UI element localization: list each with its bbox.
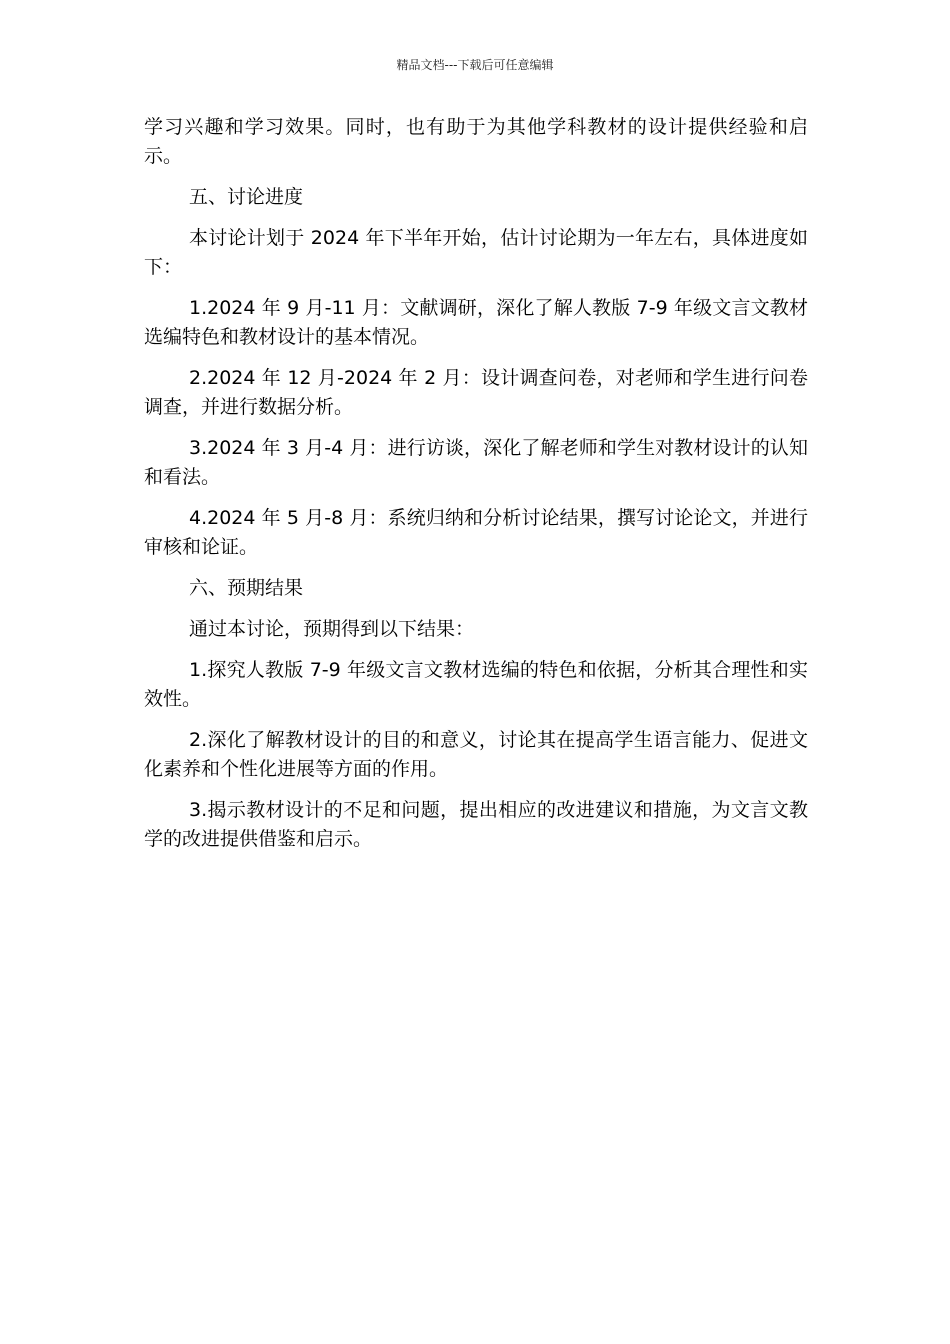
result-item-2: 2.深化了解教材设计的目的和意义，讨论其在提高学生语言能力、促进文化素养和个性化进展等方面的作用。 [144,729,808,780]
paragraph-results-intro: 通过本讨论，预期得到以下结果： [189,618,475,640]
section-heading-schedule: 五、讨论进度 [189,186,304,208]
result-item-3: 3.揭示教材设计的不足和问题，提出相应的改进建议和措施，为文言文教学的改进提供借鉴和启示。 [144,799,808,850]
schedule-item-2: 2.2024 年 12 月-2024 年 2 月：设计调查问卷，对老师和学生进行问卷调查，并进行数据分析。 [144,367,808,418]
paragraph-continuation: 学习兴趣和学习效果。同时，也有助于为其他学科教材的设计提供经验和启示。 [144,116,808,167]
page-header: 精品文档---下载后可任意编辑 [396,58,554,72]
schedule-item-3: 3.2024 年 3 月-4 月：进行访谈，深化了解老师和学生对教材设计的认知和看法。 [144,437,808,488]
section-heading-results: 六、预期结果 [189,577,304,599]
paragraph-schedule-intro: 本讨论计划于 2024 年下半年开始，估计讨论期为一年左右，具体进度如下： [144,227,808,278]
schedule-item-1: 1.2024 年 9 月-11 月：文献调研，深化了解人教版 7-9 年级文言文教材选编特色和教材设计的基本情况。 [144,297,808,348]
document-body [144,113,808,866]
schedule-item-4: 4.2024 年 5 月-8 月：系统归纳和分析讨论结果，撰写讨论论文，并进行审核和论证。 [144,507,808,558]
result-item-1: 1.探究人教版 7-9 年级文言文教材选编的特色和依据，分析其合理性和实效性。 [144,659,808,710]
